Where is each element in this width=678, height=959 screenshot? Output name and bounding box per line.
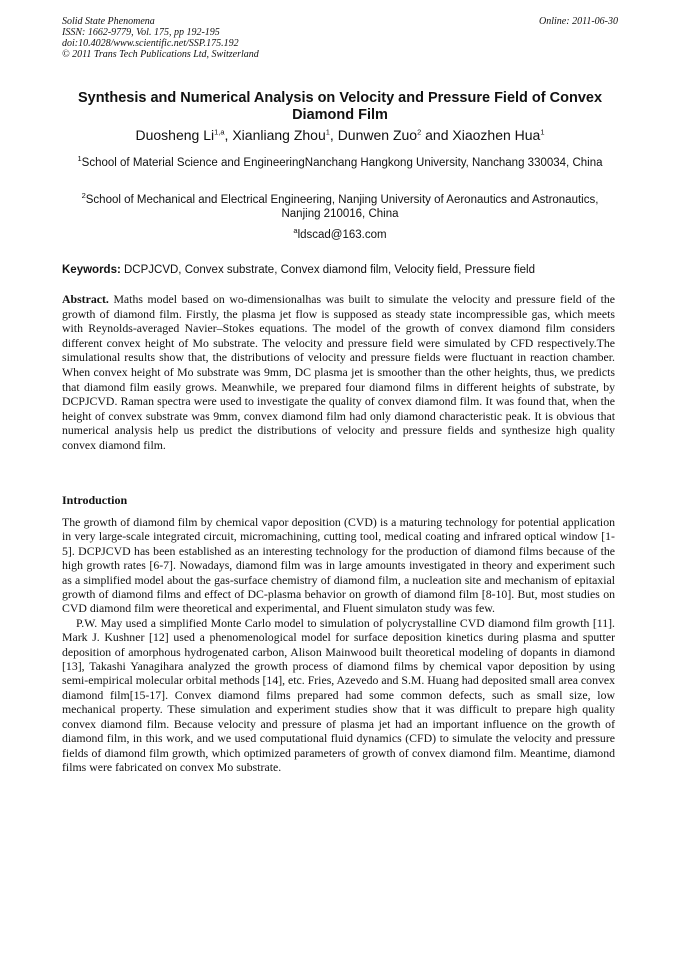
affiliation-mark: 2 [81, 191, 86, 201]
intro-paragraph: The growth of diamond film by chemical vapor deposition (CVD) is a maturing technology for potential application in very large-scale integrated circuit, micromachining, cutting tool, medical coating and infrared optical window [1-5]. DCPJCVD has been established as an interesting technology for the production of diamond films because of the high growth rates [6-7]. Nowadays, diamond film was in large amounts investigated in theory and experiment such as a simplified model about the gas-surface chemistry of diamond film, a nucleation site and mechanism of epitaxial growth of diamond films and effect of DC-plasma behavior on growth of diamond film [8-10]. But, most studies on CVD diamond film were theoretical and experimental, and Fluent simulaton study was few. [62, 515, 615, 616]
online-date: Online: 2011-06-30 [539, 16, 618, 27]
section-heading-introduction: Introduction [62, 493, 128, 507]
intro-paragraph: P.W. May used a simplified Monte Carlo model to simulation of polycrystalline CVD diamond film growth [11]. Mark J. Kushner [12] used a phenomenological model for surface deposition kinetics during plasma and sputter deposition of amorphous hydrogenated carbon, Alison Mainwood built theoretical modeling of dopants in diamond [13], Takashi Yanagihara analyzed the growth process of diamond films by chemical vapor deposition by using semi-empirical molecular orbital methods [14], etc. Fries, Azevedo and S.M. Huang had deposited small area convex diamond film[15-17]. Convex diamond films prepared had some common defects, such as small size, low mechanical property. These simulation and experiment studies show that it was difficult to prepare high quality convex diamond film. Because velocity and pressure of plasma jet had an important influence on the growth of diamond film, in this work, and we used computational fluid dynamics (CFD) to simulate the velocity and pressure fields of diamond film growth, which optimized parameters of growth of convex diamond film. Meantime, diamond films were fabricated on convex Mo substrate. [62, 615, 615, 774]
keywords-text: DCPJCVD, Convex substrate, Convex diamond film, Velocity field, Pressure field [124, 264, 535, 276]
author-list [62, 127, 618, 143]
journal-name: Solid State Phenomena [62, 16, 155, 27]
journal-header [62, 16, 618, 60]
journal-doi[interactable]: doi:10.4028/www.scientific.net/SSP.175.192 [62, 38, 239, 49]
author-separator: and [421, 127, 453, 143]
author-name: Xiaozhen Hua [452, 127, 541, 143]
journal-copyright: © 2011 Trans Tech Publications Ltd, Switzerland [62, 49, 259, 60]
author-separator: , [329, 127, 338, 143]
email-address[interactable]: ldscad@163.com [297, 229, 387, 241]
author-email [62, 228, 618, 242]
author-affil-mark: 1 [540, 127, 545, 137]
affiliation-2 [62, 193, 618, 221]
author-name: Dunwen Zuo [337, 127, 418, 143]
author-name: Xianliang Zhou [232, 127, 326, 143]
affiliation-text: School of Mechanical and Electrical Engineering, Nanjing University of Aeronautics and Astronautics, Nanjing 210016, China [85, 194, 599, 220]
keywords-label: Keywords: [62, 264, 121, 276]
journal-issn: ISSN: 1662-9779, Vol. 175, pp 192-195 [62, 27, 220, 38]
introduction-body [62, 515, 615, 774]
author-separator: , [224, 127, 233, 143]
affiliation-text: School of Material Science and EngineeringNanchang Hangkong University, Nanchang 330034, China [81, 157, 603, 169]
abstract [62, 292, 615, 453]
author-affil-mark: 1,a [214, 127, 225, 137]
keywords-line [62, 263, 622, 277]
author-name: Duosheng Li [135, 127, 215, 143]
author-affil-mark: 1 [325, 127, 330, 137]
author-affil-mark: 2 [417, 127, 422, 137]
affiliation-mark: 1 [77, 154, 82, 164]
affiliation-1 [62, 156, 618, 170]
paper-title: Synthesis and Numerical Analysis on Velocity and Pressure Field of Convex Diamond Film [77, 90, 603, 123]
abstract-label: Abstract. [62, 292, 109, 306]
email-mark: a [293, 226, 298, 236]
abstract-text: Maths model based on wo-dimensionalhas was built to simulate the velocity and pressure field of the growth of diamond film. Firstly, the plasma jet flow is supposed as steady state incompressible gas, which meets with Reynolds-averaged Navier–Stokes equations. The model of the growth of convex diamond film considers different convex height of Mo substrate. The velocity and pressure field were simulated by CFD respectively.The simulational results show that, the distributions of velocity and pressure fields were fluctuant in reaction chamber. When convex height of Mo substrate was 9mm, DC plasma jet is smoother than the other heights, thus, we predicts that diamond film easily grows. Meanwhile, we prepared four diamond films in different heights of substrate, by DCPJCVD. Raman spectra were used to investigate the quality of convex diamond film. It was found that, when the height of convex substrate was 9mm, convex diamond film had only diamond characteristic peak. It is obvious that numerical analysis help us predict the distributions of velocity and pressure fields and synthesize high quality convex diamond film. [62, 292, 616, 452]
